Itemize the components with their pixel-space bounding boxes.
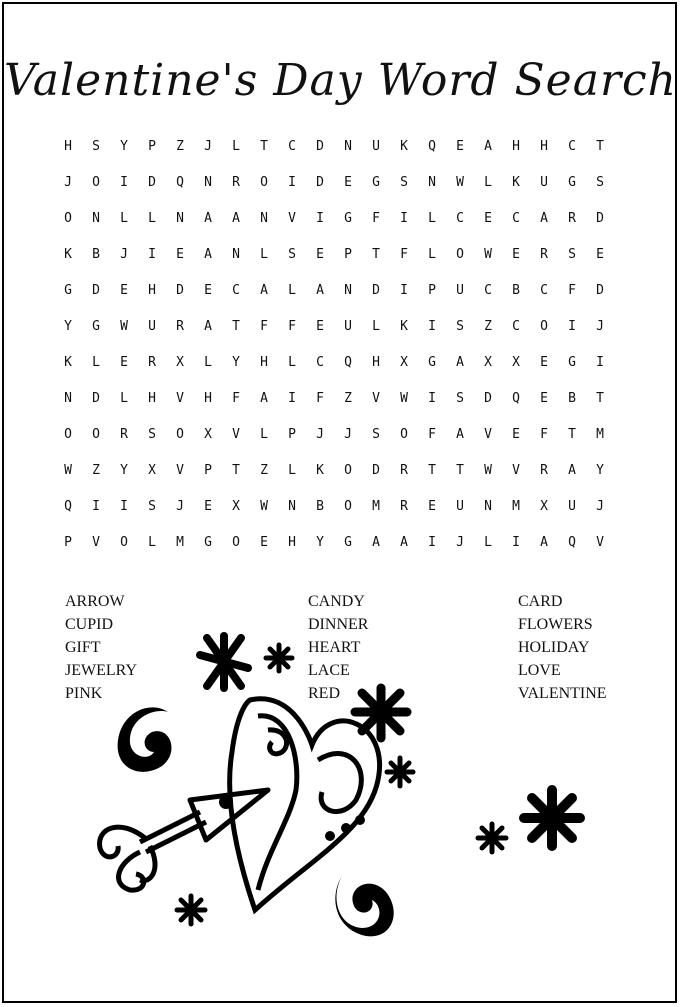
- grid-letter: J: [176, 498, 184, 514]
- grid-letter: G: [344, 534, 352, 550]
- grid-letter: H: [540, 138, 548, 154]
- grid-letter: V: [484, 426, 492, 442]
- grid-letter: Y: [64, 318, 72, 334]
- grid-letter: J: [596, 498, 604, 514]
- grid-letter: G: [372, 174, 380, 190]
- grid-letter: O: [92, 174, 100, 190]
- grid-letter: C: [316, 354, 324, 370]
- grid-letter: S: [400, 174, 408, 190]
- grid-letter: X: [400, 354, 408, 370]
- grid-letter: L: [204, 354, 212, 370]
- grid-letter: M: [176, 534, 184, 550]
- grid-letter: O: [540, 318, 548, 334]
- grid-letter: L: [232, 138, 240, 154]
- grid-letter: E: [512, 426, 520, 442]
- word-list-item: RED: [308, 685, 340, 702]
- grid-letter: J: [204, 138, 212, 154]
- grid-letter: Q: [428, 138, 436, 154]
- grid-letter: F: [260, 318, 268, 334]
- grid-letter: L: [260, 426, 268, 442]
- grid-letter: A: [540, 534, 548, 550]
- grid-letter: Q: [176, 174, 184, 190]
- grid-letter: F: [288, 318, 296, 334]
- grid-letter: X: [512, 354, 520, 370]
- word-list-item: CANDY: [308, 593, 365, 610]
- grid-row: [54, 344, 614, 380]
- grid-letter: A: [316, 282, 324, 298]
- grid-letter: E: [512, 246, 520, 262]
- grid-letter: H: [64, 138, 72, 154]
- grid-letter: H: [148, 390, 156, 406]
- word-list-item: LOVE: [518, 662, 561, 679]
- grid-letter: D: [596, 282, 604, 298]
- grid-letter: O: [64, 426, 72, 442]
- grid-letter: P: [428, 282, 436, 298]
- grid-letter: J: [64, 174, 72, 190]
- grid-letter: A: [372, 534, 380, 550]
- grid-letter: Z: [344, 390, 352, 406]
- grid-letter: L: [260, 246, 268, 262]
- grid-letter: B: [568, 390, 576, 406]
- grid-letter: W: [64, 462, 72, 478]
- grid-letter: G: [204, 534, 212, 550]
- grid-letter: N: [232, 246, 240, 262]
- grid-row: [54, 524, 614, 560]
- grid-letter: E: [344, 174, 352, 190]
- grid-letter: L: [428, 246, 436, 262]
- grid-letter: D: [596, 210, 604, 226]
- grid-letter: R: [176, 318, 184, 334]
- grid-letter: C: [568, 138, 576, 154]
- grid-letter: O: [120, 534, 128, 550]
- grid-letter: L: [484, 534, 492, 550]
- grid-letter: T: [260, 138, 268, 154]
- grid-letter: B: [92, 246, 100, 262]
- grid-letter: I: [120, 498, 128, 514]
- grid-letter: L: [120, 390, 128, 406]
- grid-letter: N: [260, 210, 268, 226]
- grid-letter: T: [568, 426, 576, 442]
- grid-letter: D: [372, 462, 380, 478]
- grid-letter: L: [288, 354, 296, 370]
- grid-letter: G: [92, 318, 100, 334]
- grid-letter: E: [260, 534, 268, 550]
- grid-letter: I: [288, 390, 296, 406]
- grid-letter: B: [316, 498, 324, 514]
- grid-letter: H: [288, 534, 296, 550]
- grid-letter: L: [148, 534, 156, 550]
- grid-letter: L: [484, 174, 492, 190]
- grid-letter: W: [400, 390, 408, 406]
- grid-letter: I: [428, 390, 436, 406]
- grid-row: [54, 200, 614, 236]
- grid-letter: O: [260, 174, 268, 190]
- grid-row: [54, 380, 614, 416]
- grid-letter: V: [512, 462, 520, 478]
- grid-letter: A: [204, 318, 212, 334]
- grid-letter: A: [260, 390, 268, 406]
- grid-letter: Z: [176, 138, 184, 154]
- grid-letter: O: [64, 210, 72, 226]
- page-title: Valentine's Day Word Search: [4, 55, 677, 106]
- grid-letter: I: [428, 534, 436, 550]
- grid-letter: C: [540, 282, 548, 298]
- grid-letter: Z: [260, 462, 268, 478]
- grid-letter: M: [372, 498, 380, 514]
- grid-letter: N: [204, 174, 212, 190]
- grid-letter: T: [428, 462, 436, 478]
- grid-letter: D: [92, 282, 100, 298]
- grid-letter: G: [64, 282, 72, 298]
- grid-letter: C: [512, 318, 520, 334]
- letter-grid: [54, 128, 614, 560]
- grid-letter: L: [120, 210, 128, 226]
- grid-letter: E: [204, 498, 212, 514]
- grid-letter: I: [568, 318, 576, 334]
- word-list-item: ARROW: [65, 593, 125, 610]
- grid-letter: V: [232, 426, 240, 442]
- grid-row: [54, 272, 614, 308]
- grid-letter: O: [232, 534, 240, 550]
- grid-letter: P: [204, 462, 212, 478]
- grid-letter: V: [288, 210, 296, 226]
- grid-letter: O: [456, 246, 464, 262]
- grid-letter: I: [512, 534, 520, 550]
- grid-row: [54, 236, 614, 272]
- grid-letter: R: [232, 174, 240, 190]
- word-list-item: VALENTINE: [518, 685, 607, 702]
- grid-letter: J: [596, 318, 604, 334]
- grid-letter: D: [176, 282, 184, 298]
- grid-letter: K: [64, 246, 72, 262]
- grid-letter: F: [428, 426, 436, 442]
- grid-row: [54, 164, 614, 200]
- grid-letter: N: [344, 138, 352, 154]
- grid-letter: A: [456, 426, 464, 442]
- grid-letter: P: [148, 138, 156, 154]
- grid-letter: N: [428, 174, 436, 190]
- grid-letter: H: [372, 354, 380, 370]
- grid-letter: F: [540, 426, 548, 442]
- grid-letter: E: [456, 138, 464, 154]
- grid-letter: T: [456, 462, 464, 478]
- grid-letter: Q: [344, 354, 352, 370]
- grid-letter: U: [568, 498, 576, 514]
- grid-letter: R: [540, 246, 548, 262]
- grid-letter: N: [344, 282, 352, 298]
- word-list-column-1: [65, 590, 137, 705]
- grid-letter: F: [372, 210, 380, 226]
- grid-row: [54, 128, 614, 164]
- grid-letter: J: [456, 534, 464, 550]
- grid-letter: Y: [232, 354, 240, 370]
- word-list-item: FLOWERS: [518, 616, 593, 633]
- grid-letter: Q: [512, 390, 520, 406]
- grid-letter: Y: [120, 462, 128, 478]
- grid-letter: R: [568, 210, 576, 226]
- grid-letter: R: [540, 462, 548, 478]
- word-list-item: GIFT: [65, 639, 101, 656]
- word-list-item: HOLIDAY: [518, 639, 590, 656]
- grid-letter: L: [148, 210, 156, 226]
- grid-letter: N: [64, 390, 72, 406]
- grid-letter: H: [260, 354, 268, 370]
- grid-letter: A: [204, 210, 212, 226]
- grid-letter: Y: [120, 138, 128, 154]
- grid-letter: R: [400, 498, 408, 514]
- grid-letter: O: [176, 426, 184, 442]
- grid-letter: H: [148, 282, 156, 298]
- grid-letter: L: [92, 354, 100, 370]
- grid-letter: Z: [92, 462, 100, 478]
- grid-letter: T: [372, 246, 380, 262]
- grid-letter: E: [596, 246, 604, 262]
- word-list-column-3: [518, 590, 607, 705]
- grid-letter: D: [316, 138, 324, 154]
- grid-letter: V: [176, 462, 184, 478]
- word-list-item: HEART: [308, 639, 361, 656]
- grid-letter: X: [176, 354, 184, 370]
- grid-letter: U: [540, 174, 548, 190]
- grid-letter: F: [568, 282, 576, 298]
- grid-letter: K: [400, 138, 408, 154]
- grid-letter: D: [316, 174, 324, 190]
- grid-letter: A: [456, 354, 464, 370]
- grid-letter: B: [512, 282, 520, 298]
- word-list-item: LACE: [308, 662, 350, 679]
- grid-letter: U: [148, 318, 156, 334]
- grid-letter: R: [148, 354, 156, 370]
- grid-letter: W: [484, 462, 492, 478]
- grid-letter: P: [344, 246, 352, 262]
- grid-letter: G: [568, 174, 576, 190]
- grid-letter: Q: [568, 534, 576, 550]
- grid-letter: Y: [596, 462, 604, 478]
- word-list-item: PINK: [65, 685, 103, 702]
- grid-letter: I: [400, 210, 408, 226]
- grid-letter: A: [540, 210, 548, 226]
- grid-letter: L: [372, 318, 380, 334]
- grid-letter: C: [232, 282, 240, 298]
- grid-letter: T: [232, 462, 240, 478]
- grid-letter: J: [316, 426, 324, 442]
- grid-letter: W: [456, 174, 464, 190]
- grid-letter: S: [372, 426, 380, 442]
- grid-letter: W: [120, 318, 128, 334]
- grid-letter: F: [316, 390, 324, 406]
- grid-letter: S: [148, 498, 156, 514]
- word-list-item: JEWELRY: [65, 662, 137, 679]
- grid-letter: T: [596, 138, 604, 154]
- grid-letter: O: [400, 426, 408, 442]
- grid-letter: D: [372, 282, 380, 298]
- grid-letter: K: [400, 318, 408, 334]
- grid-letter: A: [232, 210, 240, 226]
- grid-letter: S: [456, 390, 464, 406]
- grid-letter: I: [92, 498, 100, 514]
- grid-letter: C: [484, 282, 492, 298]
- grid-letter: C: [288, 138, 296, 154]
- grid-letter: A: [484, 138, 492, 154]
- grid-letter: H: [204, 390, 212, 406]
- grid-row: [54, 416, 614, 452]
- grid-letter: E: [120, 282, 128, 298]
- grid-letter: D: [484, 390, 492, 406]
- grid-letter: K: [512, 174, 520, 190]
- grid-letter: Q: [64, 498, 72, 514]
- grid-letter: J: [120, 246, 128, 262]
- grid-letter: Y: [316, 534, 324, 550]
- grid-letter: S: [568, 246, 576, 262]
- grid-letter: I: [288, 174, 296, 190]
- grid-letter: P: [64, 534, 72, 550]
- grid-letter: E: [428, 498, 436, 514]
- grid-letter: K: [316, 462, 324, 478]
- grid-letter: N: [288, 498, 296, 514]
- grid-letter: I: [148, 246, 156, 262]
- grid-letter: C: [456, 210, 464, 226]
- grid-letter: T: [596, 390, 604, 406]
- grid-letter: S: [288, 246, 296, 262]
- grid-letter: U: [344, 318, 352, 334]
- grid-letter: I: [428, 318, 436, 334]
- grid-letter: I: [316, 210, 324, 226]
- grid-letter: E: [204, 282, 212, 298]
- grid-letter: V: [372, 390, 380, 406]
- grid-letter: A: [260, 282, 268, 298]
- grid-letter: X: [204, 426, 212, 442]
- grid-letter: O: [92, 426, 100, 442]
- grid-letter: A: [400, 534, 408, 550]
- grid-letter: X: [484, 354, 492, 370]
- grid-letter: O: [344, 462, 352, 478]
- grid-letter: L: [428, 210, 436, 226]
- grid-row: [54, 452, 614, 488]
- grid-letter: E: [540, 354, 548, 370]
- grid-letter: V: [596, 534, 604, 550]
- grid-letter: K: [64, 354, 72, 370]
- grid-letter: W: [260, 498, 268, 514]
- grid-letter: G: [428, 354, 436, 370]
- grid-row: [54, 308, 614, 344]
- grid-letter: W: [484, 246, 492, 262]
- grid-letter: E: [316, 318, 324, 334]
- grid-letter: V: [92, 534, 100, 550]
- grid-letter: U: [456, 282, 464, 298]
- grid-letter: M: [596, 426, 604, 442]
- word-list-item: CARD: [518, 593, 563, 610]
- grid-letter: N: [92, 210, 100, 226]
- grid-letter: N: [484, 498, 492, 514]
- grid-letter: X: [148, 462, 156, 478]
- grid-letter: E: [120, 354, 128, 370]
- grid-letter: G: [344, 210, 352, 226]
- grid-letter: Z: [484, 318, 492, 334]
- grid-letter: R: [120, 426, 128, 442]
- grid-letter: D: [148, 174, 156, 190]
- grid-letter: S: [596, 174, 604, 190]
- grid-letter: X: [540, 498, 548, 514]
- grid-letter: J: [344, 426, 352, 442]
- grid-letter: T: [232, 318, 240, 334]
- grid-letter: U: [456, 498, 464, 514]
- grid-letter: C: [512, 210, 520, 226]
- grid-letter: A: [204, 246, 212, 262]
- grid-letter: P: [288, 426, 296, 442]
- grid-letter: I: [120, 174, 128, 190]
- grid-letter: V: [176, 390, 184, 406]
- grid-letter: E: [540, 390, 548, 406]
- word-list-item: CUPID: [65, 616, 114, 633]
- grid-letter: S: [92, 138, 100, 154]
- grid-letter: L: [288, 282, 296, 298]
- grid-letter: A: [568, 462, 576, 478]
- grid-letter: D: [92, 390, 100, 406]
- grid-letter: L: [288, 462, 296, 478]
- grid-letter: F: [400, 246, 408, 262]
- grid-letter: E: [484, 210, 492, 226]
- grid-letter: E: [176, 246, 184, 262]
- grid-letter: M: [512, 498, 520, 514]
- grid-letter: X: [232, 498, 240, 514]
- grid-letter: I: [400, 282, 408, 298]
- grid-letter: R: [400, 462, 408, 478]
- grid-letter: O: [344, 498, 352, 514]
- grid-letter: U: [372, 138, 380, 154]
- word-list-column-2: [308, 590, 368, 705]
- grid-letter: H: [512, 138, 520, 154]
- grid-letter: S: [148, 426, 156, 442]
- grid-letter: E: [316, 246, 324, 262]
- grid-letter: F: [232, 390, 240, 406]
- grid-letter: S: [456, 318, 464, 334]
- word-list-item: DINNER: [308, 616, 369, 633]
- grid-letter: G: [568, 354, 576, 370]
- grid-letter: I: [596, 354, 604, 370]
- grid-row: [54, 488, 614, 524]
- grid-letter: N: [176, 210, 184, 226]
